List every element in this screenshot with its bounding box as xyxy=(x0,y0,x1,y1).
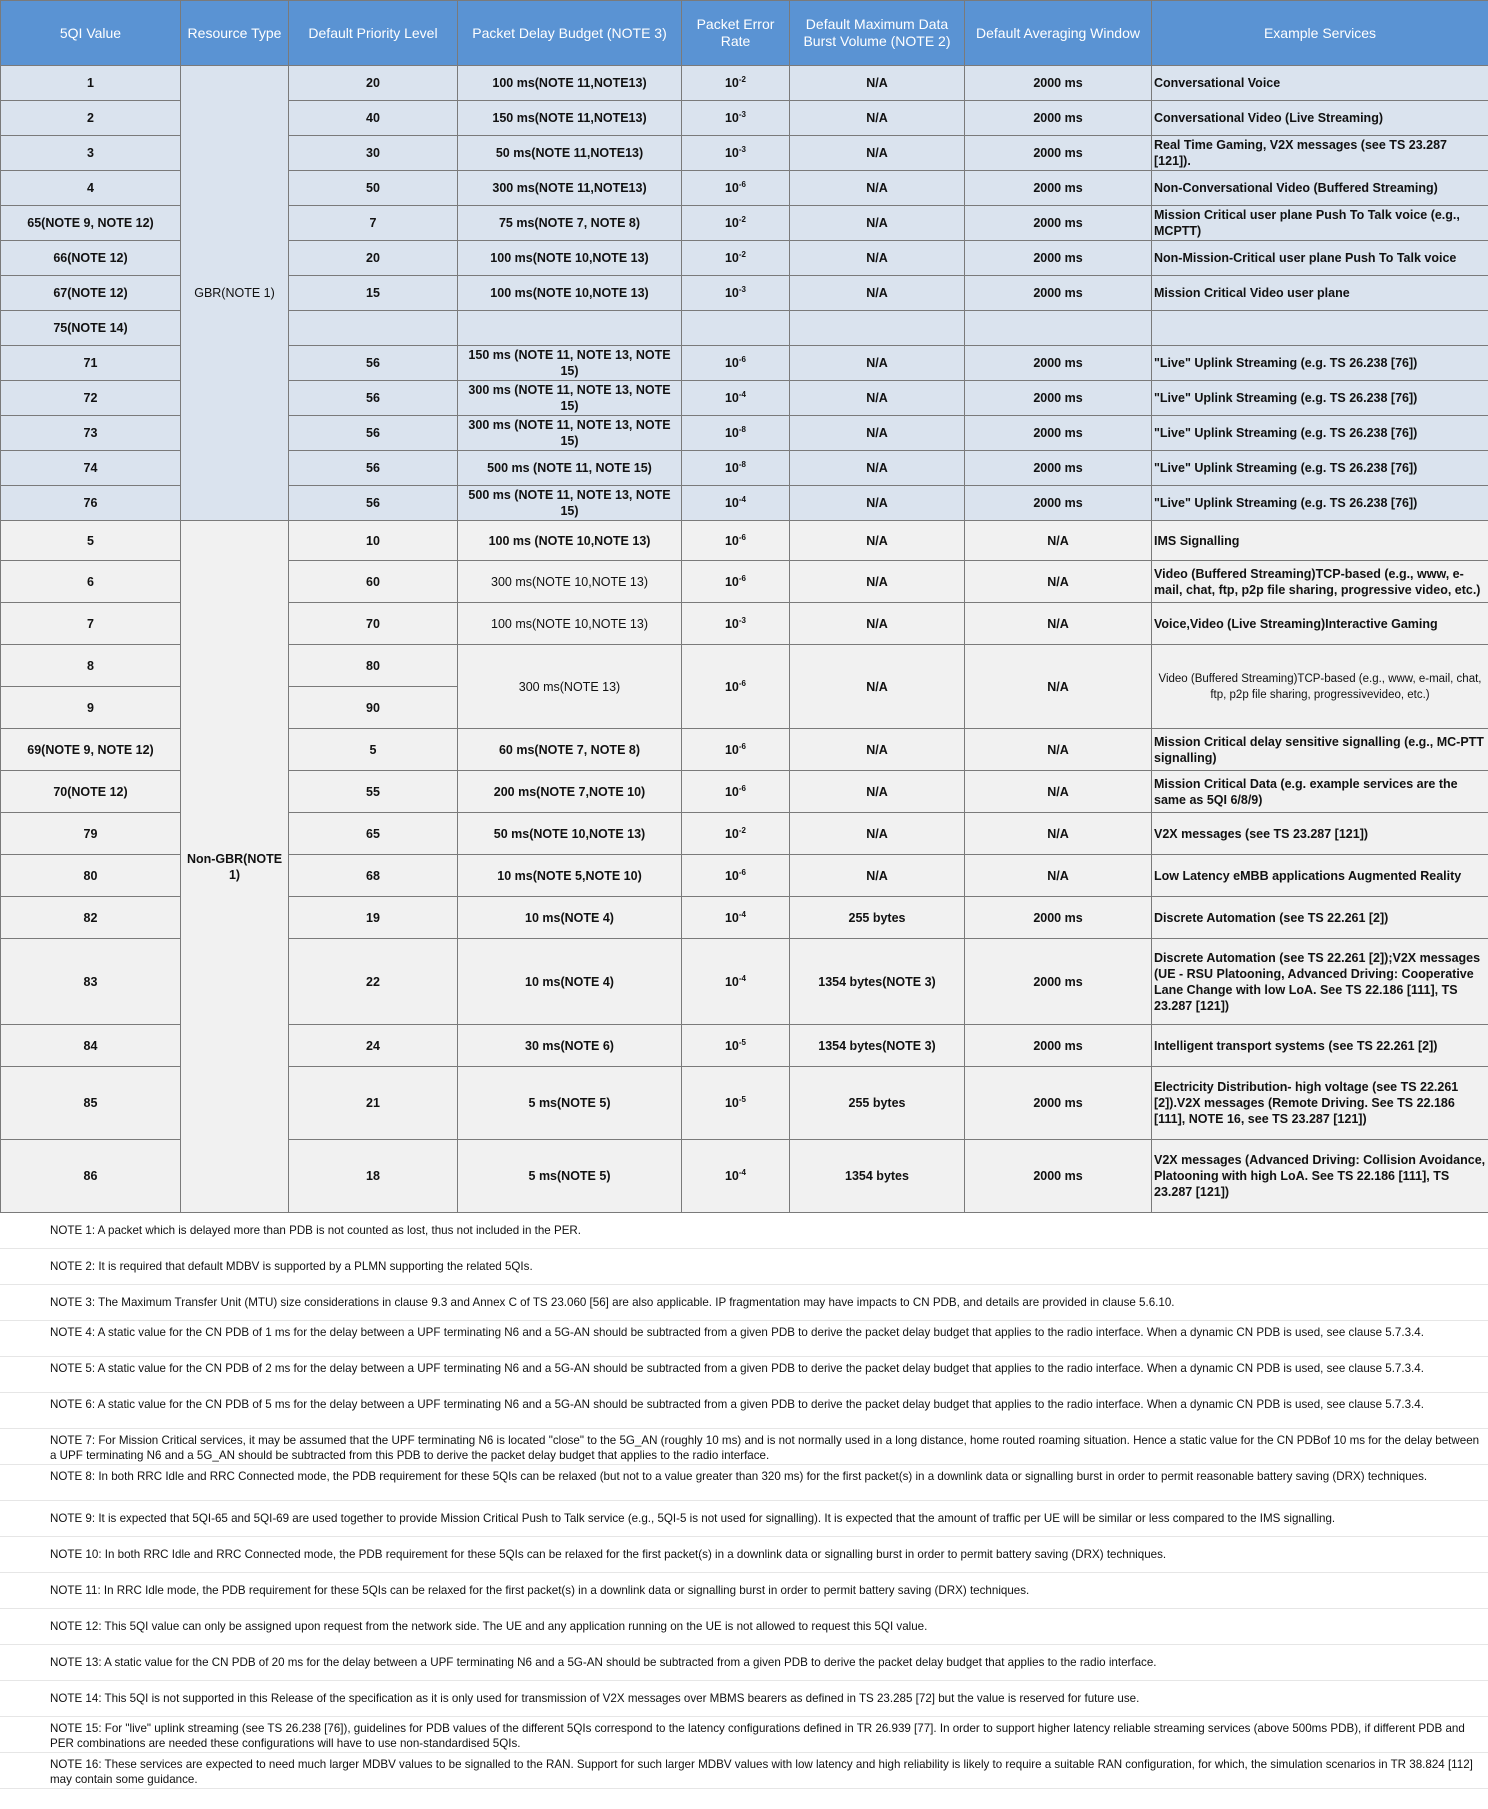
priority-cell: 56 xyxy=(289,486,458,521)
5qi-cell: 1 xyxy=(1,66,181,101)
pdb-cell: 500 ms (NOTE 11, NOTE 15) xyxy=(458,451,682,486)
service-cell: "Live" Uplink Streaming (e.g. TS 26.238 [76]) xyxy=(1152,416,1488,451)
per-cell: $10^{-3}$ xyxy=(682,276,790,311)
service-cell: Real Time Gaming, V2X messages (see TS 23.287 [121]). xyxy=(1152,136,1488,171)
mdbv-cell xyxy=(790,311,965,346)
mdbv-cell: N/A xyxy=(790,346,965,381)
per-cell: $10^{-6}$ xyxy=(682,346,790,381)
service-cell: Mission Critical user plane Push To Talk voice (e.g., MCPTT) xyxy=(1152,206,1488,241)
table-header-row xyxy=(1,1,1488,66)
note-14: NOTE 14: This 5QI is not supported in this Release of the specification as it is only used for transmission of V2X messages over MBMS bearers as defined in TS 23.285 [72] but the value is reserved for future use. xyxy=(0,1681,1488,1717)
priority-cell: 80 xyxy=(289,645,458,687)
mdbv-cell: N/A xyxy=(790,416,965,451)
5qi-cell: 72 xyxy=(1,381,181,416)
mdbv-cell: N/A xyxy=(790,603,965,645)
aw-cell: 2000 ms xyxy=(965,939,1152,1025)
note-1: NOTE 1: A packet which is delayed more than PDB is not counted as lost, thus not included in the PER. xyxy=(0,1213,1488,1249)
aw-cell: N/A xyxy=(965,855,1152,897)
per-cell: $10^{-6}$ xyxy=(682,771,790,813)
5qi-cell: 80 xyxy=(1,855,181,897)
service-cell: "Live" Uplink Streaming (e.g. TS 26.238 [76]) xyxy=(1152,381,1488,416)
5qi-cell: 85 xyxy=(1,1067,181,1140)
col-header-pdb: Packet Delay Budget (NOTE 3) xyxy=(458,1,682,66)
aw-cell: 2000 ms xyxy=(965,241,1152,276)
pdb-cell: 150 ms (NOTE 11, NOTE 13, NOTE 15) xyxy=(458,346,682,381)
5qi-cell: 8 xyxy=(1,645,181,687)
note-13: NOTE 13: A static value for the CN PDB of 20 ms for the delay between a UPF terminating N6 and a 5G-AN should be subtracted from a given PDB to derive the packet delay budget that applies to the radio interface. xyxy=(0,1645,1488,1681)
priority-cell: 5 xyxy=(289,729,458,771)
note-11: NOTE 11: In RRC Idle mode, the PDB requirement for these 5QIs can be relaxed for the first packet(s) in a downlink data or signalling burst in order to permit battery saving (DRX) techniques. xyxy=(0,1573,1488,1609)
5qi-cell: 76 xyxy=(1,486,181,521)
service-cell: Video (Buffered Streaming)TCP-based (e.g., www, e-mail, chat, ftp, p2p file sharing, progressive video, etc.) xyxy=(1152,561,1488,603)
note-16: NOTE 16: These services are expected to need much larger MDBV values to be signalled to the RAN. Support for such larger MDBV values with low latency and high reliability is likely to require a suitable RAN configuration, for which, the simulation scenarios in TR 38.824 [112] may contain some guidance. xyxy=(0,1753,1488,1789)
col-header-averaging-window: Default Averaging Window xyxy=(965,1,1152,66)
5qi-cell: 79 xyxy=(1,813,181,855)
aw-cell: 2000 ms xyxy=(965,206,1152,241)
note-4: NOTE 4: A static value for the CN PDB of 1 ms for the delay between a UPF terminating N6 and a 5G-AN should be subtracted from a given PDB to derive the packet delay budget that applies to the radio interface. When a dynamic CN PDB is used, see clause 5.7.3.4. xyxy=(0,1321,1488,1357)
pdb-cell: 75 ms(NOTE 7, NOTE 8) xyxy=(458,206,682,241)
service-cell: "Live" Uplink Streaming (e.g. TS 26.238 [76]) xyxy=(1152,346,1488,381)
5qi-cell: 5 xyxy=(1,521,181,561)
service-cell: V2X messages (see TS 23.287 [121]) xyxy=(1152,813,1488,855)
per-cell: $10^{-8}$ xyxy=(682,416,790,451)
mdbv-cell: N/A xyxy=(790,381,965,416)
resource-type-gbr: GBR(NOTE 1) xyxy=(181,66,289,521)
priority-cell: 22 xyxy=(289,939,458,1025)
note-3: NOTE 3: The Maximum Transfer Unit (MTU) size considerations in clause 9.3 and Annex C of TS 23.060 [56] are also applicable. IP fragmentation may have impacts to CN PDB, and details are provided in clause 5.6.10. xyxy=(0,1285,1488,1321)
col-header-resource-type: Resource Type xyxy=(181,1,289,66)
mdbv-cell: N/A xyxy=(790,521,965,561)
col-header-per: Packet Error Rate xyxy=(682,1,790,66)
5qi-cell: 70(NOTE 12) xyxy=(1,771,181,813)
service-cell: Voice,Video (Live Streaming)Interactive Gaming xyxy=(1152,603,1488,645)
per-cell: $10^{-6}$ xyxy=(682,521,790,561)
service-cell: Conversational Video (Live Streaming) xyxy=(1152,101,1488,136)
priority-cell: 90 xyxy=(289,687,458,729)
aw-cell: 2000 ms xyxy=(965,346,1152,381)
service-cell: Mission Critical Data (e.g. example services are the same as 5QI 6/8/9) xyxy=(1152,771,1488,813)
mdbv-cell: 1354 bytes xyxy=(790,1140,965,1213)
aw-cell: 2000 ms xyxy=(965,1140,1152,1213)
5qi-cell: 75(NOTE 14) xyxy=(1,311,181,346)
5qi-cell: 86 xyxy=(1,1140,181,1213)
priority-cell: 20 xyxy=(289,241,458,276)
5qi-cell: 84 xyxy=(1,1025,181,1067)
mdbv-cell: N/A xyxy=(790,241,965,276)
mdbv-cell: N/A xyxy=(790,66,965,101)
mdbv-cell: N/A xyxy=(790,645,965,729)
priority-cell: 20 xyxy=(289,66,458,101)
mdbv-cell: 255 bytes xyxy=(790,897,965,939)
per-cell: $10^{-4}$ xyxy=(682,486,790,521)
5qi-cell: 74 xyxy=(1,451,181,486)
pdb-cell: 10 ms(NOTE 4) xyxy=(458,897,682,939)
service-cell: Mission Critical Video user plane xyxy=(1152,276,1488,311)
note-6: NOTE 6: A static value for the CN PDB of 5 ms for the delay between a UPF terminating N6 and a 5G-AN should be subtracted from a given PDB to derive the packet delay budget that applies to the radio interface. When a dynamic CN PDB is used, see clause 5.7.3.4. xyxy=(0,1393,1488,1429)
per-cell: $10^{-2}$ xyxy=(682,206,790,241)
aw-cell: 2000 ms xyxy=(965,897,1152,939)
note-2: NOTE 2: It is required that default MDBV is supported by a PLMN supporting the related 5QIs. xyxy=(0,1249,1488,1285)
5qi-cell: 3 xyxy=(1,136,181,171)
per-cell: $10^{-2}$ xyxy=(682,241,790,276)
5qi-cell: 83 xyxy=(1,939,181,1025)
per-cell: $10^{-4}$ xyxy=(682,381,790,416)
pdb-cell xyxy=(458,311,682,346)
mdbv-cell: N/A xyxy=(790,771,965,813)
mdbv-cell: 1354 bytes(NOTE 3) xyxy=(790,1025,965,1067)
5qi-cell: 7 xyxy=(1,603,181,645)
per-cell: $10^{-3}$ xyxy=(682,136,790,171)
aw-cell: 2000 ms xyxy=(965,136,1152,171)
pdb-cell: 100 ms(NOTE 10,NOTE 13) xyxy=(458,276,682,311)
service-cell: Discrete Automation (see TS 22.261 [2]) xyxy=(1152,897,1488,939)
table-row xyxy=(1,521,1488,561)
mdbv-cell: N/A xyxy=(790,561,965,603)
aw-cell: N/A xyxy=(965,729,1152,771)
5qi-cell: 66(NOTE 12) xyxy=(1,241,181,276)
aw-cell: 2000 ms xyxy=(965,66,1152,101)
per-cell: $10^{-2}$ xyxy=(682,66,790,101)
pdb-cell: 30 ms(NOTE 6) xyxy=(458,1025,682,1067)
5qi-cell: 71 xyxy=(1,346,181,381)
priority-cell: 18 xyxy=(289,1140,458,1213)
aw-cell: N/A xyxy=(965,561,1152,603)
service-cell: Video (Buffered Streaming)TCP-based (e.g., www, e-mail, chat, ftp, p2p file sharing, progressivevideo, etc.) xyxy=(1152,645,1488,729)
mdbv-cell: N/A xyxy=(790,486,965,521)
priority-cell: 40 xyxy=(289,101,458,136)
col-header-mdbv: Default Maximum Data Burst Volume (NOTE 2) xyxy=(790,1,965,66)
per-cell: $10^{-5}$ xyxy=(682,1067,790,1140)
5qi-cell: 82 xyxy=(1,897,181,939)
pdb-cell: 300 ms(NOTE 10,NOTE 13) xyxy=(458,561,682,603)
per-cell xyxy=(682,311,790,346)
priority-cell: 10 xyxy=(289,521,458,561)
pdb-cell: 10 ms(NOTE 5,NOTE 10) xyxy=(458,855,682,897)
pdb-cell: 100 ms(NOTE 11,NOTE13) xyxy=(458,66,682,101)
note-10: NOTE 10: In both RRC Idle and RRC Connected mode, the PDB requirement for these 5QIs can be relaxed for the first packet(s) in a downlink data or signalling burst in order to permit battery saving (DRX) techniques. xyxy=(0,1537,1488,1573)
aw-cell: N/A xyxy=(965,813,1152,855)
per-cell: $10^{-4}$ xyxy=(682,939,790,1025)
service-cell: Conversational Voice xyxy=(1152,66,1488,101)
per-cell: $10^{-6}$ xyxy=(682,855,790,897)
col-header-priority: Default Priority Level xyxy=(289,1,458,66)
5qi-cell: 73 xyxy=(1,416,181,451)
aw-cell: N/A xyxy=(965,771,1152,813)
5qi-cell: 2 xyxy=(1,101,181,136)
pdb-cell: 200 ms(NOTE 7,NOTE 10) xyxy=(458,771,682,813)
mdbv-cell: 255 bytes xyxy=(790,1067,965,1140)
aw-cell: 2000 ms xyxy=(965,101,1152,136)
service-cell: IMS Signalling xyxy=(1152,521,1488,561)
aw-cell: 2000 ms xyxy=(965,486,1152,521)
service-cell xyxy=(1152,311,1488,346)
notes-section xyxy=(0,1213,1488,1789)
service-cell: "Live" Uplink Streaming (e.g. TS 26.238 [76]) xyxy=(1152,486,1488,521)
aw-cell: 2000 ms xyxy=(965,171,1152,206)
service-cell: Intelligent transport systems (see TS 22.261 [2]) xyxy=(1152,1025,1488,1067)
priority-cell: 56 xyxy=(289,451,458,486)
priority-cell: 56 xyxy=(289,346,458,381)
service-cell: Non-Mission-Critical user plane Push To Talk voice xyxy=(1152,241,1488,276)
aw-cell: 2000 ms xyxy=(965,416,1152,451)
mdbv-cell: N/A xyxy=(790,276,965,311)
priority-cell: 21 xyxy=(289,1067,458,1140)
5qi-cell: 6 xyxy=(1,561,181,603)
service-cell: Low Latency eMBB applications Augmented Reality xyxy=(1152,855,1488,897)
note-12: NOTE 12: This 5QI value can only be assigned upon request from the network side. The UE and any application running on the UE is not allowed to request this 5QI value. xyxy=(0,1609,1488,1645)
mdbv-cell: 1354 bytes(NOTE 3) xyxy=(790,939,965,1025)
per-cell: $10^{-2}$ xyxy=(682,813,790,855)
aw-cell: 2000 ms xyxy=(965,276,1152,311)
priority-cell: 30 xyxy=(289,136,458,171)
note-7: NOTE 7: For Mission Critical services, it may be assumed that the UPF terminating N6 is located "close" to the 5G_AN (roughly 10 ms) and is not normally used in a long distance, home routed roaming situation. Hence a static value for the CN PDBof 10 ms for the delay between a UPF terminating N6 and a 5G_AN should be subtracted from this PDB to derive the packet delay budget that applies to the radio interface. xyxy=(0,1429,1488,1465)
pdb-cell: 60 ms(NOTE 7, NOTE 8) xyxy=(458,729,682,771)
mdbv-cell: N/A xyxy=(790,451,965,486)
pdb-cell: 10 ms(NOTE 4) xyxy=(458,939,682,1025)
priority-cell xyxy=(289,311,458,346)
per-cell: $10^{-4}$ xyxy=(682,897,790,939)
pdb-cell: 5 ms(NOTE 5) xyxy=(458,1140,682,1213)
5qi-cell: 67(NOTE 12) xyxy=(1,276,181,311)
per-cell: $10^{-5}$ xyxy=(682,1025,790,1067)
per-cell: $10^{-3}$ xyxy=(682,101,790,136)
pdb-cell: 300 ms(NOTE 11,NOTE13) xyxy=(458,171,682,206)
mdbv-cell: N/A xyxy=(790,855,965,897)
priority-cell: 65 xyxy=(289,813,458,855)
mdbv-cell: N/A xyxy=(790,101,965,136)
priority-cell: 19 xyxy=(289,897,458,939)
service-cell: Non-Conversational Video (Buffered Streaming) xyxy=(1152,171,1488,206)
note-9: NOTE 9: It is expected that 5QI-65 and 5QI-69 are used together to provide Mission Critical Push to Talk service (e.g., 5QI-5 is not used for signalling). It is expected that the amount of traffic per UE will be similar or less compared to the IMS signalling. xyxy=(0,1501,1488,1537)
priority-cell: 70 xyxy=(289,603,458,645)
mdbv-cell: N/A xyxy=(790,136,965,171)
mdbv-cell: N/A xyxy=(790,171,965,206)
pdb-cell: 500 ms (NOTE 11, NOTE 13, NOTE 15) xyxy=(458,486,682,521)
resource-type-non-gbr: Non-GBR(NOTE 1) xyxy=(181,521,289,1213)
5qi-cell: 69(NOTE 9, NOTE 12) xyxy=(1,729,181,771)
priority-cell: 15 xyxy=(289,276,458,311)
aw-cell: 2000 ms xyxy=(965,451,1152,486)
pdb-cell: 100 ms(NOTE 10,NOTE 13) xyxy=(458,241,682,276)
pdb-cell: 150 ms(NOTE 11,NOTE13) xyxy=(458,101,682,136)
service-cell: Discrete Automation (see TS 22.261 [2]);V2X messages (UE - RSU Platooning, Advanced Driving: Cooperative Lane Change with low LoA. See TS 22.186 [111], TS 23.287 [121]) xyxy=(1152,939,1488,1025)
pdb-cell: 300 ms (NOTE 11, NOTE 13, NOTE 15) xyxy=(458,381,682,416)
col-header-example-services: Example Services xyxy=(1152,1,1488,66)
per-cell: $10^{-6}$ xyxy=(682,561,790,603)
per-cell: $10^{-3}$ xyxy=(682,603,790,645)
priority-cell: 24 xyxy=(289,1025,458,1067)
pdb-cell: 300 ms (NOTE 11, NOTE 13, NOTE 15) xyxy=(458,416,682,451)
priority-cell: 7 xyxy=(289,206,458,241)
mdbv-cell: N/A xyxy=(790,729,965,771)
per-cell: $10^{-6}$ xyxy=(682,729,790,771)
priority-cell: 56 xyxy=(289,416,458,451)
aw-cell xyxy=(965,311,1152,346)
pdb-cell: 5 ms(NOTE 5) xyxy=(458,1067,682,1140)
aw-cell: 2000 ms xyxy=(965,381,1152,416)
5qi-cell: 9 xyxy=(1,687,181,729)
pdb-cell: 50 ms(NOTE 11,NOTE13) xyxy=(458,136,682,171)
aw-cell: 2000 ms xyxy=(965,1025,1152,1067)
per-cell: $10^{-4}$ xyxy=(682,1140,790,1213)
per-cell: $10^{-6}$ xyxy=(682,171,790,206)
service-cell: Mission Critical delay sensitive signalling (e.g., MC-PTT signalling) xyxy=(1152,729,1488,771)
priority-cell: 56 xyxy=(289,381,458,416)
per-cell: $10^{-6}$ xyxy=(682,645,790,729)
service-cell: "Live" Uplink Streaming (e.g. TS 26.238 [76]) xyxy=(1152,451,1488,486)
pdb-cell: 100 ms (NOTE 10,NOTE 13) xyxy=(458,521,682,561)
priority-cell: 60 xyxy=(289,561,458,603)
aw-cell: N/A xyxy=(965,645,1152,729)
aw-cell: 2000 ms xyxy=(965,1067,1152,1140)
pdb-cell: 100 ms(NOTE 10,NOTE 13) xyxy=(458,603,682,645)
note-8: NOTE 8: In both RRC Idle and RRC Connected mode, the PDB requirement for these 5QIs can be relaxed (but not to a value greater than 320 ms) for the first packet(s) in a downlink data or signalling burst in order to permit reasonable battery saving (DRX) techniques. xyxy=(0,1465,1488,1501)
aw-cell: N/A xyxy=(965,521,1152,561)
5qi-cell: 65(NOTE 9, NOTE 12) xyxy=(1,206,181,241)
priority-cell: 50 xyxy=(289,171,458,206)
pdb-cell: 50 ms(NOTE 10,NOTE 13) xyxy=(458,813,682,855)
mdbv-cell: N/A xyxy=(790,813,965,855)
service-cell: V2X messages (Advanced Driving: Collision Avoidance, Platooning with high LoA. See TS 22.186 [111], TS 23.287 [121]) xyxy=(1152,1140,1488,1213)
priority-cell: 68 xyxy=(289,855,458,897)
mdbv-cell: N/A xyxy=(790,206,965,241)
note-15: NOTE 15: For "live" uplink streaming (see TS 26.238 [76]), guidelines for PDB values of the different 5QIs correspond to the latency configurations defined in TR 26.939 [77]. In order to support higher latency reliable streaming services (above 500ms PDB), if different PDB and PER combinations are needed these configurations will have to use non-standardised 5QIs. xyxy=(0,1717,1488,1753)
per-cell: $10^{-8}$ xyxy=(682,451,790,486)
service-cell: Electricity Distribution- high voltage (see TS 22.261 [2]).V2X messages (Remote Driving. See TS 22.186 [111], NOTE 16, see TS 23.287 [121]) xyxy=(1152,1067,1488,1140)
note-5: NOTE 5: A static value for the CN PDB of 2 ms for the delay between a UPF terminating N6 and a 5G-AN should be subtracted from a given PDB to derive the packet delay budget that applies to the radio interface. When a dynamic CN PDB is used, see clause 5.7.3.4. xyxy=(0,1357,1488,1393)
5qi-cell: 4 xyxy=(1,171,181,206)
aw-cell: N/A xyxy=(965,603,1152,645)
col-header-5qi: 5QI Value xyxy=(1,1,181,66)
priority-cell: 55 xyxy=(289,771,458,813)
table-row xyxy=(1,66,1488,101)
pdb-cell: 300 ms(NOTE 13) xyxy=(458,645,682,729)
